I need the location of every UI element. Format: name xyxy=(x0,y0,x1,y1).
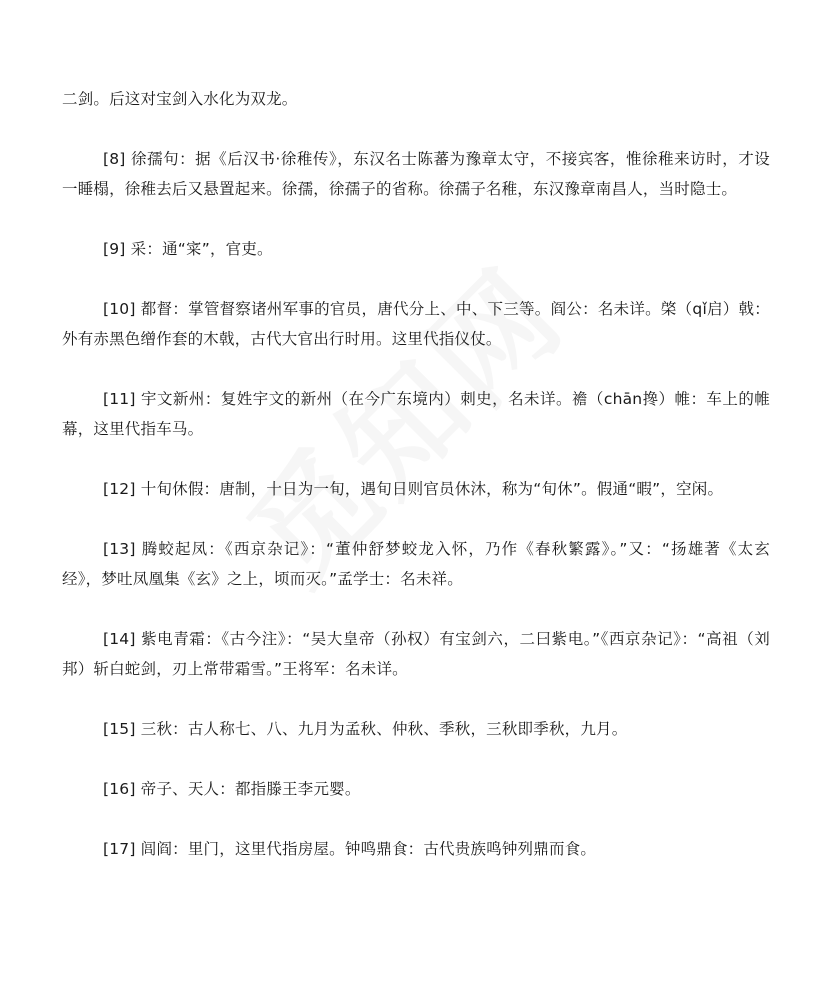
note-8: [8] 徐孺句：据《后汉书·徐稚传》，东汉名士陈蕃为豫章太守，不接宾客，惟徐稚来访时，才设一睡榻，徐稚去后又悬置起来。徐孺，徐孺子的省称。徐孺子名稚，东汉豫章南昌人，当时隐士。 xyxy=(62,150,770,198)
note-9: [9] 采：通“寀”，官吏。 xyxy=(103,240,273,258)
paragraph-continuation: 二剑。后这对宝剑入水化为双龙。 xyxy=(62,90,298,108)
note-12: [12] 十旬休假：唐制，十日为一旬，遇旬日则官员休沐，称为“旬休”。假通“暇”，空闲。 xyxy=(103,480,724,498)
note-10: [10] 都督：掌管督察诸州军事的官员，唐代分上、中、下三等。阎公：名未详。棨（qǐ启）戟：外有赤黑色缯作套的木戟，古代大官出行时用。这里代指仪仗。 xyxy=(62,300,770,348)
note-16: [16] 帝子、天人：都指滕王李元婴。 xyxy=(103,780,361,798)
note-13: [13] 腾蛟起凤：《西京杂记》：“董仲舒梦蛟龙入怀，乃作《春秋繁露》。”又：“扬雄著《太玄经》，梦吐凤凰集《玄》之上，顷而灭。”孟学士：名未祥。 xyxy=(62,540,770,588)
note-15: [15] 三秋：古人称七、八、九月为孟秋、仲秋、季秋，三秋即季秋，九月。 xyxy=(103,720,628,738)
note-17: [17] 闾阎：里门，这里代指房屋。钟鸣鼎食：古代贵族鸣钟列鼎而食。 xyxy=(103,840,597,858)
note-14: [14] 紫电青霜：《古今注》：“吴大皇帝（孙权）有宝剑六，二曰紫电。”《西京杂记》：“高祖（刘邦）斩白蛇剑，刃上常带霜雪。”王将军：名未详。 xyxy=(62,630,770,678)
annotation-text xyxy=(62,84,770,894)
note-11: [11] 宇文新州：复姓宇文的新州（在今广东境内）刺史，名未详。襜（chān搀）帷：车上的帷幕，这里代指车马。 xyxy=(62,390,770,438)
